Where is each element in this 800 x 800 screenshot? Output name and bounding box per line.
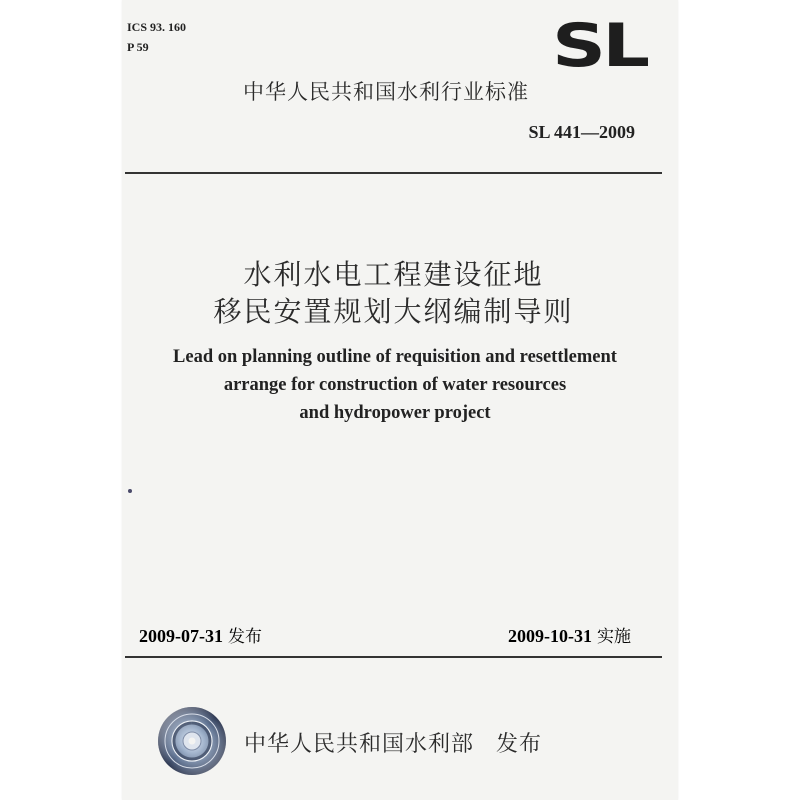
top-divider [125,172,662,174]
standard-number: SL 441—2009 [528,122,635,142]
cd-disc-icon [157,706,227,776]
effective-date-block [508,622,631,647]
title-en-line2: arrange for construction of water resources [223,375,567,395]
bottom-divider [125,656,662,658]
publisher-block [244,727,542,758]
ics-code: ICS 93. 160 [127,20,187,34]
effective-date: 2009-10-31 [508,626,592,646]
title-cn-line2: 移民安置规划大纲编制导则 [213,295,574,328]
issue-date: 2009-07-31 [139,626,223,646]
title-cn-line1: 水利水电工程建设征地 [243,258,544,291]
issue-date-block [139,622,262,647]
publish-label: 发布 [496,732,543,757]
print-mark [128,489,132,493]
industry-standard-heading: 中华人民共和国水利行业标准 [243,80,529,104]
sl-logo: SL [552,11,647,81]
publisher-name: 中华人民共和国水利部 [244,732,475,757]
p-code: P 59 [127,40,149,54]
title-en-line1: Lead on planning outline of requisition and resettlement [173,347,617,367]
title-en-line3: and hydropower project [299,403,491,423]
issue-label: 发布 [228,627,262,647]
effective-label: 实施 [597,627,631,647]
